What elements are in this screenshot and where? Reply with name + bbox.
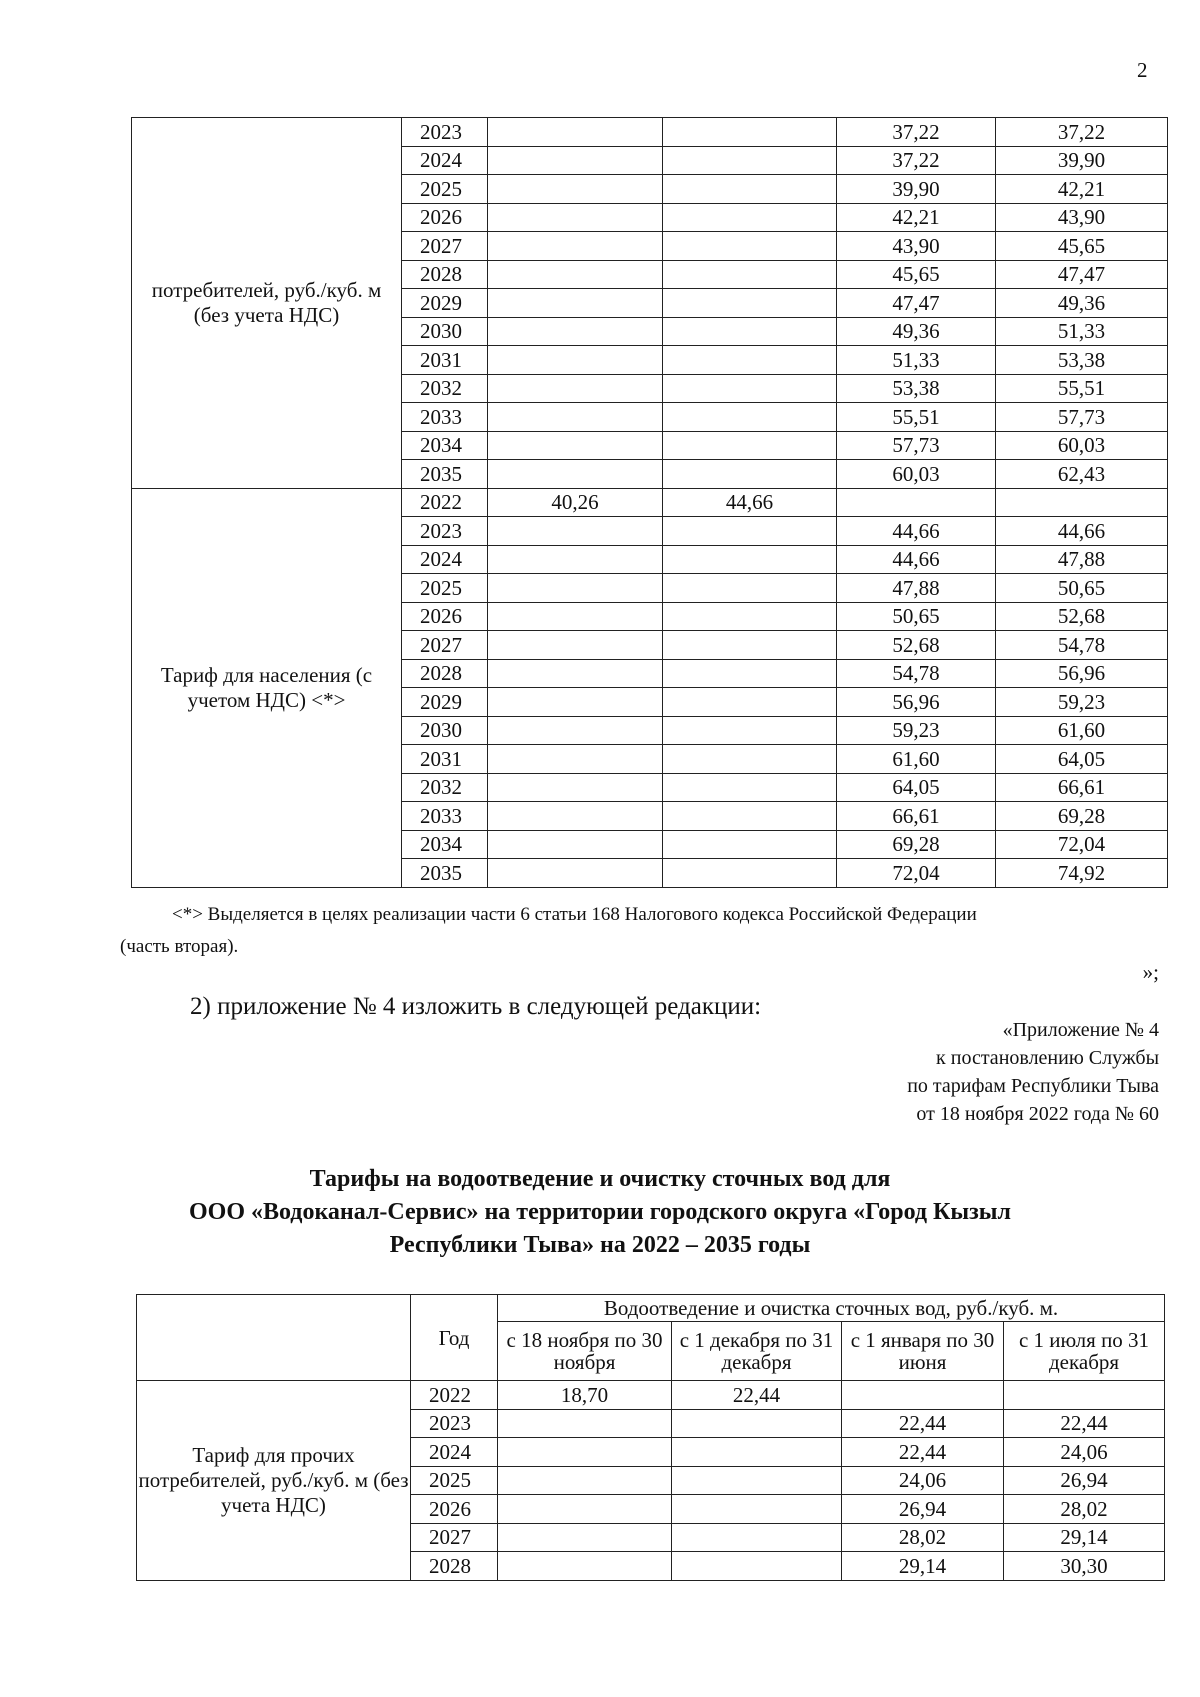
footnote: <*> Выделяется в целях реализации части 6 статьи 168 Налогового кодекса Российской Федерации <box>172 904 977 925</box>
year-cell: 2023 <box>411 1409 498 1438</box>
tariff-cell <box>488 175 663 204</box>
tariff-cell: 62,43 <box>996 460 1168 489</box>
tariff-cell <box>488 289 663 318</box>
tariff-cell: 28,02 <box>1004 1495 1165 1524</box>
appendix-reference <box>907 1016 1159 1128</box>
year-cell: 2035 <box>402 460 488 489</box>
tariff-cell: 69,28 <box>837 830 996 859</box>
year-cell: 2029 <box>402 688 488 717</box>
tariff-cell <box>488 317 663 346</box>
tariff-cell: 18,70 <box>498 1381 672 1410</box>
tariff-cell <box>488 118 663 147</box>
tariff-cell <box>663 688 837 717</box>
tariff-cell: 51,33 <box>996 317 1168 346</box>
tariff-cell: 45,65 <box>996 232 1168 261</box>
tariff-cell: 37,22 <box>837 118 996 147</box>
tariff-cell <box>672 1523 842 1552</box>
tariff-cell <box>488 745 663 774</box>
year-cell: 2027 <box>402 631 488 660</box>
tariff-cell: 22,44 <box>1004 1409 1165 1438</box>
tariff-cell <box>663 289 837 318</box>
year-cell: 2030 <box>402 317 488 346</box>
tariff-cell: 54,78 <box>837 659 996 688</box>
tariff-cell: 57,73 <box>996 403 1168 432</box>
tariff-cell: 39,90 <box>837 175 996 204</box>
year-cell: 2031 <box>402 745 488 774</box>
year-cell: 2032 <box>402 773 488 802</box>
tariff-cell: 61,60 <box>996 716 1168 745</box>
header-empty-cell <box>137 1295 411 1381</box>
tariff-cell: 57,73 <box>837 431 996 460</box>
tariff-cell: 59,23 <box>837 716 996 745</box>
tariff-cell: 55,51 <box>837 403 996 432</box>
tariff-cell <box>663 460 837 489</box>
tariff-cell <box>498 1466 672 1495</box>
tariff-cell: 72,04 <box>837 859 996 888</box>
tariff-cell <box>498 1552 672 1581</box>
tariff-cell: 52,68 <box>837 631 996 660</box>
year-cell: 2025 <box>411 1466 498 1495</box>
tariff-cell: 24,06 <box>1004 1438 1165 1467</box>
tariff-cell <box>663 574 837 603</box>
table-row <box>132 488 1168 517</box>
tariff-cell: 29,14 <box>1004 1523 1165 1552</box>
tariff-cell <box>663 346 837 375</box>
tariff-cell <box>498 1523 672 1552</box>
tariff-cell: 44,66 <box>996 517 1168 546</box>
tariff-cell: 42,21 <box>996 175 1168 204</box>
tariff-cell <box>672 1409 842 1438</box>
year-cell: 2022 <box>402 488 488 517</box>
tariff-cell <box>672 1552 842 1581</box>
tariff-cell <box>663 545 837 574</box>
tariff-cell <box>663 232 837 261</box>
year-header: Год <box>411 1295 498 1381</box>
year-cell: 2022 <box>411 1381 498 1410</box>
tariff-cell <box>663 716 837 745</box>
year-cell: 2026 <box>402 602 488 631</box>
tariff-cell: 42,21 <box>837 203 996 232</box>
tariff-cell <box>488 659 663 688</box>
appendix-line: к постановлению Службы <box>936 1047 1159 1069</box>
period-header: с 18 ноября по 30 ноября <box>498 1322 672 1381</box>
group-header: Водоотведение и очистка сточных вод, руб./куб. м. <box>498 1295 1165 1322</box>
tariff-cell: 49,36 <box>837 317 996 346</box>
year-cell: 2034 <box>402 431 488 460</box>
tariff-cell: 55,51 <box>996 374 1168 403</box>
tariff-cell: 37,22 <box>996 118 1168 147</box>
tariff-cell: 64,05 <box>996 745 1168 774</box>
tariff-cell: 26,94 <box>842 1495 1004 1524</box>
row-group-label: потребителей, руб./куб. м (без учета НДС) <box>132 118 402 489</box>
appendix-line: «Приложение № 4 <box>1002 1019 1159 1041</box>
tariff-cell: 66,61 <box>996 773 1168 802</box>
table-row <box>137 1381 1165 1410</box>
tariff-cell <box>663 146 837 175</box>
tariff-cell: 64,05 <box>837 773 996 802</box>
tariff-cell: 54,78 <box>996 631 1168 660</box>
tariff-cell: 22,44 <box>672 1381 842 1410</box>
tariff-cell <box>488 859 663 888</box>
document-title <box>0 1163 1200 1262</box>
tariff-cell <box>663 431 837 460</box>
year-cell: 2023 <box>402 517 488 546</box>
tariff-cell <box>663 631 837 660</box>
tariff-cell: 26,94 <box>1004 1466 1165 1495</box>
wastewater-tariff-table <box>136 1294 1165 1581</box>
tariff-cell <box>663 374 837 403</box>
tariff-cell <box>488 574 663 603</box>
tariff-cell <box>837 488 996 517</box>
period-header: с 1 июля по 31 декабря <box>1004 1322 1165 1381</box>
tariff-cell <box>488 146 663 175</box>
tariff-cell <box>842 1381 1004 1410</box>
tariff-cell <box>488 517 663 546</box>
tariff-cell: 61,60 <box>837 745 996 774</box>
appendix-line: по тарифам Республики Тыва <box>907 1075 1159 1097</box>
year-cell: 2024 <box>411 1438 498 1467</box>
tariff-table-continued <box>131 117 1168 888</box>
year-cell: 2035 <box>402 859 488 888</box>
tariff-cell: 59,23 <box>996 688 1168 717</box>
tariff-cell: 22,44 <box>842 1409 1004 1438</box>
period-header: с 1 декабря по 31 декабря <box>672 1322 842 1381</box>
tariff-cell: 43,90 <box>996 203 1168 232</box>
tariff-cell <box>488 232 663 261</box>
footnote-continuation: (часть вторая). <box>120 936 239 957</box>
tariff-cell: 50,65 <box>996 574 1168 603</box>
tariff-cell <box>663 659 837 688</box>
tariff-cell <box>498 1495 672 1524</box>
year-cell: 2032 <box>402 374 488 403</box>
year-cell: 2026 <box>402 203 488 232</box>
tariff-cell: 69,28 <box>996 802 1168 831</box>
tariff-cell: 60,03 <box>837 460 996 489</box>
tariff-cell <box>663 203 837 232</box>
row-group-label: Тариф для населения (с учетом НДС) <*> <box>132 488 402 887</box>
tariff-cell <box>488 374 663 403</box>
tariff-cell: 50,65 <box>837 602 996 631</box>
tariff-cell: 60,03 <box>996 431 1168 460</box>
tariff-cell: 47,47 <box>996 260 1168 289</box>
tariff-cell: 44,66 <box>837 517 996 546</box>
tariff-cell <box>488 203 663 232</box>
tariff-cell <box>488 631 663 660</box>
tariff-cell <box>488 773 663 802</box>
tariff-cell: 47,88 <box>996 545 1168 574</box>
title-line: Республики Тыва» на 2022 – 2035 годы <box>389 1232 811 1258</box>
tariff-cell <box>488 260 663 289</box>
tariff-cell: 56,96 <box>996 659 1168 688</box>
tariff-cell <box>488 602 663 631</box>
year-cell: 2028 <box>402 659 488 688</box>
tariff-cell: 43,90 <box>837 232 996 261</box>
title-line: Тарифы на водоотведение и очистку сточных вод для <box>309 1166 891 1192</box>
tariff-cell <box>663 745 837 774</box>
tariff-cell: 22,44 <box>842 1438 1004 1467</box>
page-number: 2 <box>1137 58 1148 82</box>
table-row <box>132 118 1168 147</box>
tariff-cell <box>672 1466 842 1495</box>
year-cell: 2030 <box>402 716 488 745</box>
tariff-cell <box>488 346 663 375</box>
tariff-cell <box>663 859 837 888</box>
tariff-cell: 53,38 <box>996 346 1168 375</box>
tariff-cell <box>498 1409 672 1438</box>
tariff-cell <box>663 773 837 802</box>
row-group-label: Тариф для прочих потребителей, руб./куб. м (без учета НДС) <box>137 1381 411 1581</box>
tariff-cell: 51,33 <box>837 346 996 375</box>
tariff-cell <box>488 830 663 859</box>
tariff-cell <box>488 716 663 745</box>
closing-quote: »; <box>1142 960 1159 984</box>
tariff-cell <box>488 688 663 717</box>
tariff-cell: 40,26 <box>488 488 663 517</box>
tariff-cell <box>663 260 837 289</box>
year-cell: 2033 <box>402 403 488 432</box>
tariff-cell: 30,30 <box>1004 1552 1165 1581</box>
tariff-cell <box>663 802 837 831</box>
tariff-cell: 74,92 <box>996 859 1168 888</box>
year-cell: 2031 <box>402 346 488 375</box>
tariff-cell <box>663 830 837 859</box>
tariff-cell <box>488 802 663 831</box>
tariff-cell <box>996 488 1168 517</box>
tariff-cell <box>663 118 837 147</box>
tariff-cell <box>672 1495 842 1524</box>
year-cell: 2023 <box>402 118 488 147</box>
tariff-cell <box>498 1438 672 1467</box>
tariff-cell: 66,61 <box>837 802 996 831</box>
tariff-cell: 29,14 <box>842 1552 1004 1581</box>
year-cell: 2026 <box>411 1495 498 1524</box>
tariff-cell <box>663 517 837 546</box>
year-cell: 2027 <box>402 232 488 261</box>
tariff-cell: 49,36 <box>996 289 1168 318</box>
tariff-cell <box>488 403 663 432</box>
tariff-cell: 45,65 <box>837 260 996 289</box>
tariff-cell: 39,90 <box>996 146 1168 175</box>
year-cell: 2034 <box>402 830 488 859</box>
tariff-cell: 44,66 <box>837 545 996 574</box>
tariff-cell: 28,02 <box>842 1523 1004 1552</box>
year-cell: 2027 <box>411 1523 498 1552</box>
year-cell: 2028 <box>411 1552 498 1581</box>
year-cell: 2025 <box>402 574 488 603</box>
appendix-line: от 18 ноября 2022 года № 60 <box>916 1103 1159 1125</box>
item-2-text: 2) приложение № 4 изложить в следующей редакции: <box>190 993 762 1020</box>
tariff-cell <box>488 545 663 574</box>
tariff-cell: 72,04 <box>996 830 1168 859</box>
tariff-cell: 53,38 <box>837 374 996 403</box>
tariff-cell <box>488 431 663 460</box>
tariff-cell <box>663 403 837 432</box>
tariff-cell: 56,96 <box>837 688 996 717</box>
tariff-cell <box>672 1438 842 1467</box>
tariff-cell: 24,06 <box>842 1466 1004 1495</box>
tariff-cell: 37,22 <box>837 146 996 175</box>
year-cell: 2028 <box>402 260 488 289</box>
year-cell: 2033 <box>402 802 488 831</box>
year-cell: 2024 <box>402 545 488 574</box>
period-header: с 1 января по 30 июня <box>842 1322 1004 1381</box>
title-line: ООО «Водоканал-Сервис» на территории городского округа «Город Кызыл <box>188 1199 1012 1225</box>
year-cell: 2024 <box>402 146 488 175</box>
tariff-cell <box>1004 1381 1165 1410</box>
tariff-cell: 44,66 <box>663 488 837 517</box>
tariff-cell <box>663 317 837 346</box>
tariff-cell <box>488 460 663 489</box>
tariff-cell: 47,88 <box>837 574 996 603</box>
tariff-cell: 52,68 <box>996 602 1168 631</box>
year-cell: 2029 <box>402 289 488 318</box>
tariff-cell <box>663 602 837 631</box>
year-cell: 2025 <box>402 175 488 204</box>
tariff-cell: 47,47 <box>837 289 996 318</box>
tariff-cell <box>663 175 837 204</box>
